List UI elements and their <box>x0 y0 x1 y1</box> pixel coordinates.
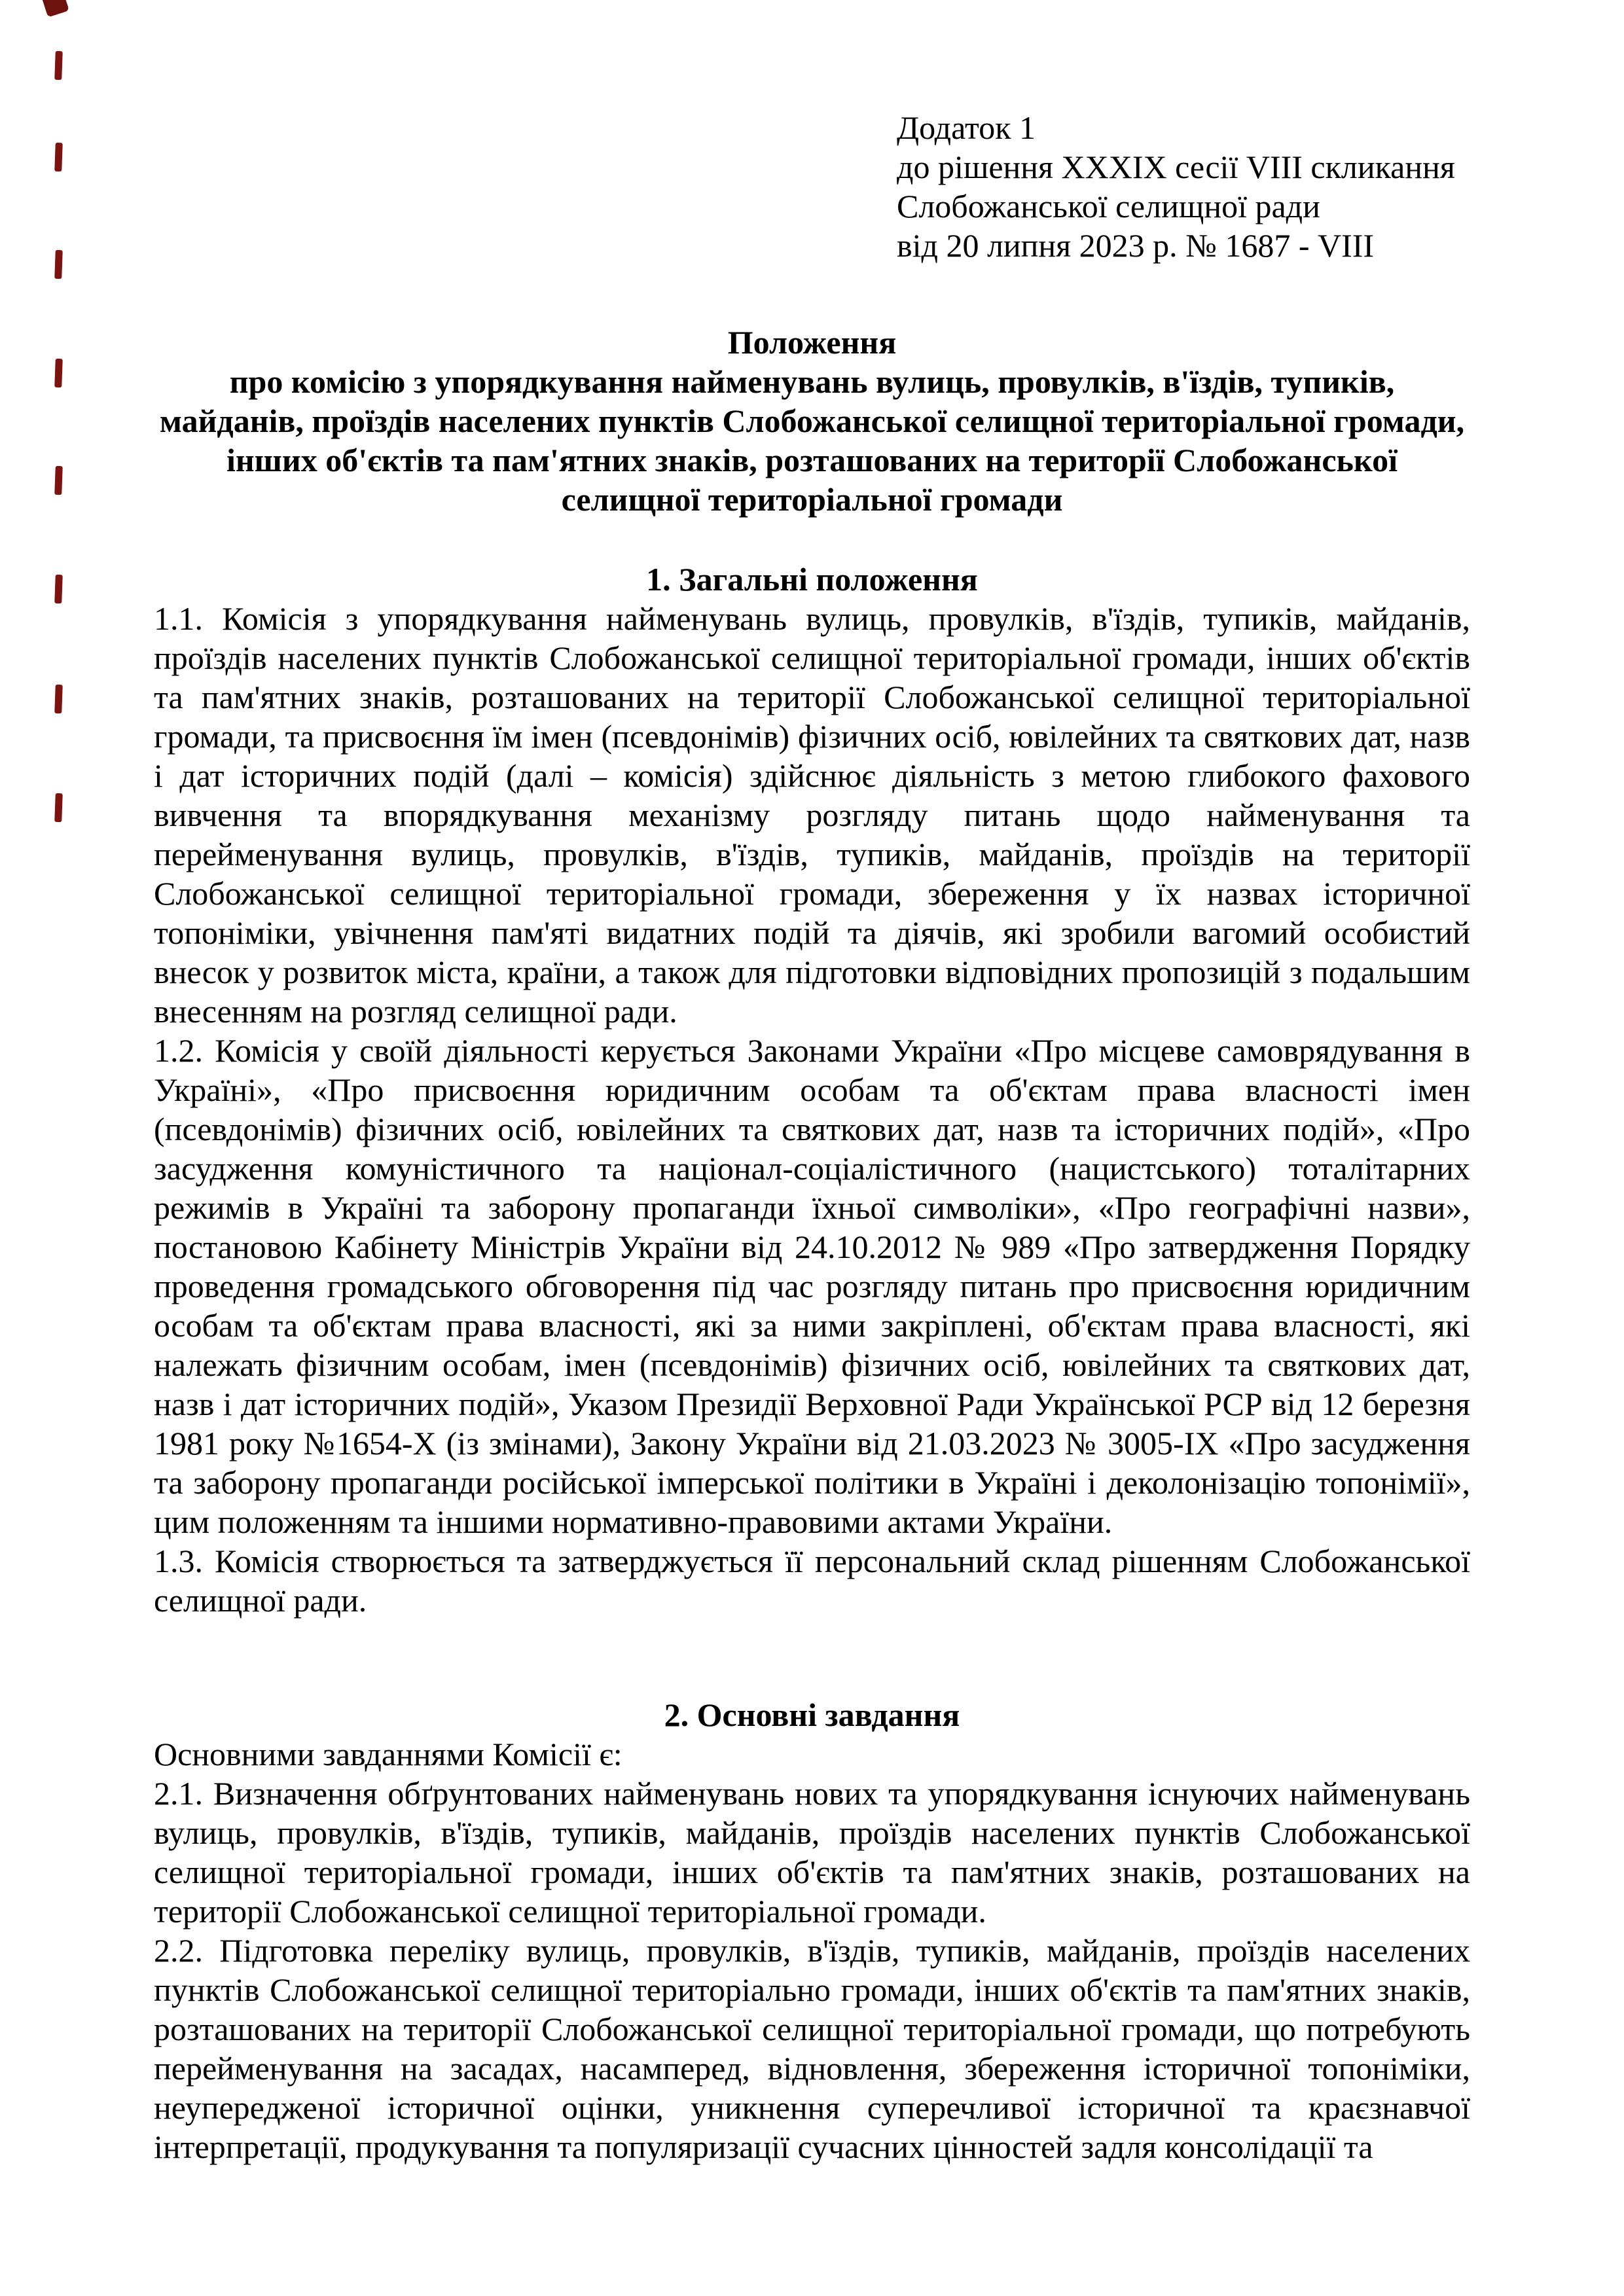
section-2-intro: Основними завданнями Комісії є: <box>154 1736 623 1772</box>
annex-line: Слобожанської селищної ради <box>897 188 1320 224</box>
paragraph-2-1: 2.1. Визначення обґрунтованих найменувань нових та упорядкування існуючих найменувань вулиць, провулків, в'їздів, тупиків, майданів, проїздів населених пунктів Слобожанської селищної територіальної громади, інших об'єктів та пам'ятних знаків, розташованих на території Слобожанської селищної територіальної громади. <box>154 1775 1470 1929</box>
section-1-heading: 1. Загальні положення <box>646 561 978 598</box>
document-title-word: Положення <box>727 324 897 361</box>
scan-artifact-mark <box>54 685 63 713</box>
paragraph-2-2: 2.2. Підготовка переліку вулиць, провулків, в'їздів, тупиків, майданів, проїздів населених пунктів Слобожанської селищної територіально громади, інших об'єктів та пам'ятних знаків, розташованих на території Слобожанської селищної територіальної громади, що потребують перейменування на засадах, насамперед, відновлення, збереження історичної топоніміки, неупередженої історичної оцінки, уникнення суперечливої історичної та краєзнавчої інтерпретації, продукування та популяризації сучасних цінностей задля консолідації та <box>154 1932 1470 2165</box>
paragraph-1-1: 1.1. Комісія з упорядкування найменувань вулиць, провулків, в'їздів, тупиків, майданів, проїздів населених пунктів Слобожанської селищної територіальної громади, інших об'єктів та пам'ятних знаків, розташованих на території Слобожанської селищної територіальної громади, та присвоєння їм імен (псевдонімів) фізичних осіб, ювілейних та святкових дат, назв і дат історичних подій (далі – комісія) здійснює діяльність з метою глибокого фахового вивчення та впорядкування механізму розгляду питань щодо найменування та перейменування вулиць, провулків, в'їздів, тупиків, майданів, проїздів на території Слобожанської селищної територіальної громади, збереження у їх назвах історичної топоніміки, увічнення пам'яті видатних подій та діячів, які зробили вагомий особистий внесок у розвиток міста, країни, а також для підготовки відповідних пропозицій з подальшим внесенням на розгляд селищної ради. <box>154 600 1470 1030</box>
scan-artifact-corner <box>42 0 69 18</box>
scan-artifact-mark <box>54 250 63 279</box>
annex-line: до рішення XXXIX сесії VIII скликання <box>897 149 1455 185</box>
annex-line: від 20 липня 2023 р. № 1687 - VIII <box>897 227 1375 264</box>
paragraph-1-2: 1.2. Комісія у своїй діяльності керується Законами України «Про місцеве самоврядування в Україні», «Про присвоєння юридичним особам та об'єктам права власності імен (псевдонімів) фізичних осіб, ювілейних та святкових дат, назв та історичних подій», «Про засудження комуністичного та націонал-соціалістичного (нацистського) тоталітарних режимів в Україні та заборону пропаганди їхньої символіки», «Про географічні назви», постановою Кабінету Міністрів України від 24.10.2012 № 989 «Про затвердження Порядку проведення громадського обговорення під час розгляду питань про присвоєння юридичним особам та об'єктам права власності, які за ними закріплені, об'єктам права власності, які належать фізичним особам, імен (псевдонімів) фізичних осіб, ювілейних та святкових дат, назв і дат історичних подій», Указом Президії Верховної Ради Української РСР від 12 березня 1981 року №1654-X (із змінами), Закону України від 21.03.2023 № 3005-IX «Про засудження та заборону пропаганди російської імперської політики в Україні і деколонізацію топонімії», цим положенням та іншими нормативно-правовими актами України. <box>154 1032 1470 1540</box>
document-title-body: про комісію з упорядкування найменувань вулиць, провулків, в'їздів, тупиків, майданів, проїздів населених пунктів Слобожанської селищної територіальної громади, інших об'єктів та пам'ятних знаків, розташованих на території Слобожанської селищної територіальної громади <box>159 363 1465 518</box>
scan-artifact-mark <box>54 359 63 387</box>
paragraph-1-3: 1.3. Комісія створюється та затверджується її персональний склад рішенням Слобожанської селищної ради. <box>154 1543 1470 1619</box>
scan-artifact-mark <box>54 575 63 603</box>
section-2-heading: 2. Основні завдання <box>664 1696 960 1733</box>
scan-artifact-mark <box>54 143 63 171</box>
scan-artifact-mark <box>54 793 63 822</box>
annex-block <box>897 108 1470 265</box>
scan-artifact-mark <box>54 466 63 495</box>
scan-artifact-mark <box>54 51 63 80</box>
document-title <box>154 323 1470 519</box>
annex-line: Додаток 1 <box>897 109 1036 146</box>
